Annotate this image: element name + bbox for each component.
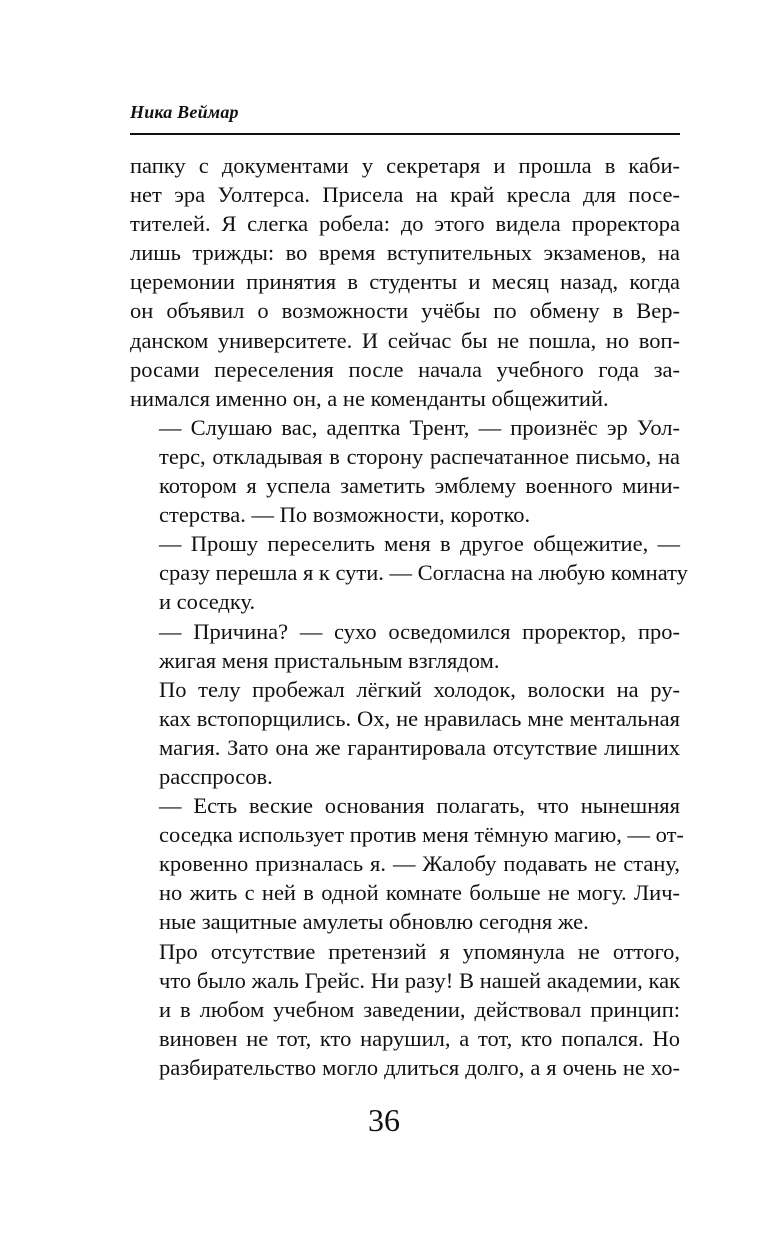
- text-line: кровенно призналась я. — Жалобу подавать не стану,: [159, 851, 680, 877]
- text-line: — Прошу переселить меня в другое общежитие, —: [159, 531, 680, 557]
- text-line: папку с документами у секретаря и прошла в каби-: [130, 153, 680, 178]
- paragraph: [130, 617, 680, 675]
- text-line: и в любом учебном заведении, действовал принцип:: [159, 996, 680, 1022]
- text-line: сразу перешла я к сути. — Согласна на любую комнату: [159, 560, 688, 586]
- page-number: 36: [368, 1102, 400, 1138]
- text-line: данском университете. И сейчас бы не пошла, но воп-: [130, 327, 680, 353]
- text-line: росами переселения после начала учебного года за-: [130, 356, 680, 382]
- text-line: лишь трижды: во время вступительных экзаменов, на: [130, 240, 680, 266]
- text-line: тителей. Я слегка робела: до этого видела проректора: [130, 211, 680, 237]
- paragraph: [130, 529, 688, 616]
- text-line: он объявил о возможности учёбы по обмену в Вер-: [130, 298, 680, 324]
- text-line: котором я успела заметить эмблему военного мини-: [159, 473, 680, 499]
- text-line: Про отсутствие претензий я упомянула не оттого,: [159, 938, 680, 964]
- paragraph: [130, 151, 680, 413]
- text-line: нет эра Уолтерса. Присела на край кресла для посе-: [130, 182, 680, 208]
- text-line: ные защитные амулеты обновлю сегодня же.: [159, 909, 589, 935]
- text-line: ках встопорщились. Ох, не нравилась мне ментальная: [159, 705, 680, 731]
- text-line: стерства. — По возможности, коротко.: [159, 502, 531, 528]
- running-head-author: Ника Веймар: [130, 102, 239, 122]
- text-line: но жить с ней в одной комнате больше не могу. Лич-: [159, 880, 680, 906]
- text-line: нимался именно он, а не коменданты общежитий.: [130, 385, 609, 411]
- header-rule: [130, 133, 680, 135]
- paragraph: [130, 675, 680, 791]
- text-line: виновен не тот, кто нарушил, а тот, кто попался. Но: [159, 1025, 680, 1051]
- text-line: — Есть веские основания полагать, что нынешняя: [159, 793, 680, 819]
- text-line: По телу пробежал лёгкий холодок, волоски на ру-: [159, 676, 680, 702]
- text-line: жигая меня пристальным взглядом.: [159, 647, 500, 673]
- text-line: магия. Зато она же гарантировала отсутствие лишних: [159, 734, 680, 760]
- text-line: расспросов.: [159, 763, 273, 789]
- text-line: — Причина? — сухо осведомился проректор, про-: [159, 618, 680, 644]
- paragraph: [130, 413, 680, 529]
- text-line: разбирательство могло длиться долго, а я очень не хо-: [159, 1054, 680, 1080]
- paragraph: [130, 937, 680, 1082]
- text-line: церемонии принятия в студенты и месяц назад, когда: [130, 269, 680, 295]
- text-line: — Слушаю вас, адептка Трент, — произнёс эр Уол-: [159, 414, 680, 440]
- text-line: соседка использует против меня тёмную магию, — от-: [159, 822, 684, 848]
- text-line: терс, откладывая в сторону распечатанное письмо, на: [159, 443, 680, 469]
- body-text: [130, 151, 688, 1082]
- text-line: что было жаль Грейс. Ни разу! В нашей академии, как: [159, 967, 680, 993]
- text-line: и соседку.: [159, 589, 256, 615]
- paragraph: [130, 791, 684, 936]
